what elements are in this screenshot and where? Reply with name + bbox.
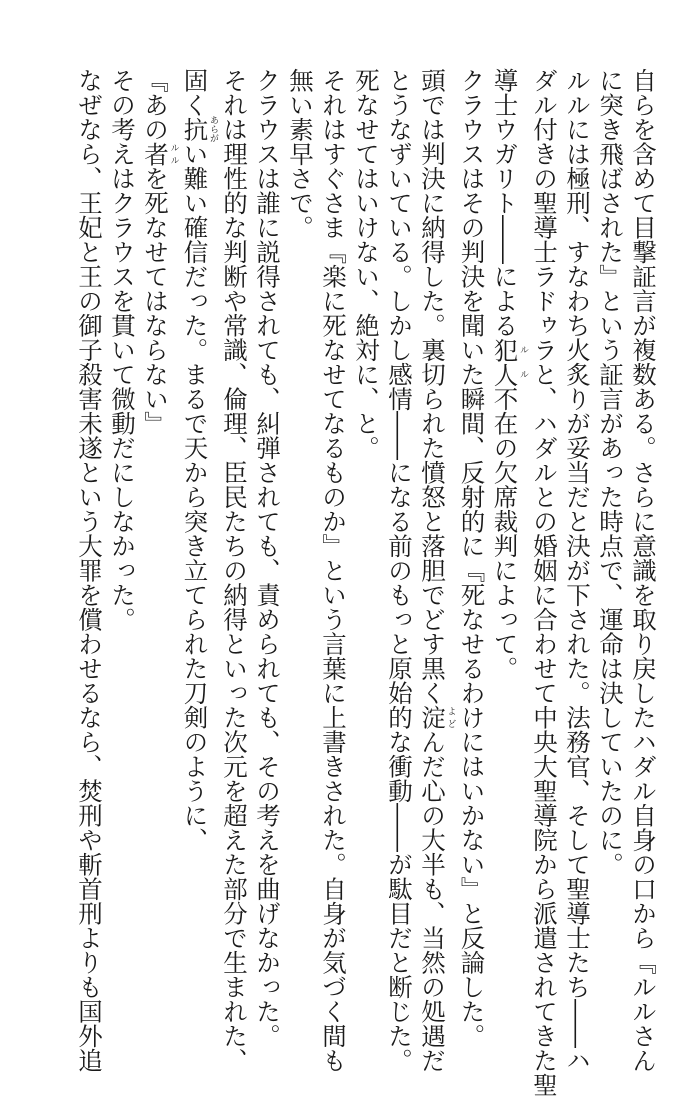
text-line-9: 死なせてはいけない、絶対に、と。 xyxy=(352,68,381,460)
text-line-15: 『あの者ルルを死なせてはならない』 xyxy=(141,68,179,436)
ruby-mono: 者ルル xyxy=(141,141,179,166)
text-line-14: 固く抗あらがい難い確信だった。まるで天から突き立てられた刀剣のように、 xyxy=(180,68,218,852)
text-line-11: 無い素早さで。 xyxy=(286,68,315,240)
ruby-hannin: 犯人ルル xyxy=(490,337,528,387)
text-line-2: に突き飛ばされた』という証言があった時点で、運命は決していたのに。 xyxy=(596,68,625,877)
text-line-3: ルルには極刑、すなわち火炙りが妥当だと決が下された。法務官、そして聖導士たち――ハ xyxy=(563,68,592,1073)
text-line-4: ダル付きの聖導士ラドゥラと、ハダルとの婚姻に合わせて中央大聖導院から派遣されてきた聖 xyxy=(530,68,559,1097)
text-line-10: それはすぐさま『楽に死なせてなるものか』という言葉に上書きされた。自身が気づく間も xyxy=(319,68,348,1073)
text-line-13: それは理性的な判断や常識、倫理、臣民たちの納得といった次元を超えた部分で生まれた、 xyxy=(220,68,249,1073)
ruby-araga: 抗あらが xyxy=(180,115,218,143)
text-line-7: 頭では判決に納得した。裏切られた憤怒と落胆でどす黒く淀よどんだ心の大半も、当然の処遇だ xyxy=(418,68,456,1073)
ruby-text-araga: あらが xyxy=(208,115,218,143)
ruby-text-ruru-1: ルル xyxy=(518,337,528,387)
ruby-text-ruru-2: ルル xyxy=(168,141,179,166)
text-line-12: クラウスは誰に説得されても、糾弾されても、責められても、その考えを曲げなかった。 xyxy=(253,68,282,1048)
text-line-1: 自らを含めて目撃証言が複数ある。さらに意識を取り戻したハダル自身の口から『ルルさん xyxy=(629,68,658,1073)
text-line-17: なぜなら、王妃と王の御子殺害未遂という大罪を償わせるなら、焚刑や斬首刑よりも国外追 xyxy=(75,68,104,1073)
ruby-text-yodo: よど xyxy=(445,705,456,730)
vertical-text-body xyxy=(73,68,660,1097)
text-line-6: クラウスはその判決を聞いた瞬間、反射的に『死なせるわけにはいかない』と反論した。 xyxy=(457,68,487,1048)
text-line-5: 導士ウガリト――による犯人ルル不在の欠席裁判によって。 xyxy=(490,68,528,681)
text-line-8: とうなずいている。しかし感情――になる前のもっと原始的な衝動――が駄目だと断じた。 xyxy=(385,68,414,1073)
text-line-16: その考えはクラウスを貫いて微動だにしなかった。 xyxy=(108,68,137,632)
ruby-yodo: 淀よど xyxy=(418,705,456,730)
